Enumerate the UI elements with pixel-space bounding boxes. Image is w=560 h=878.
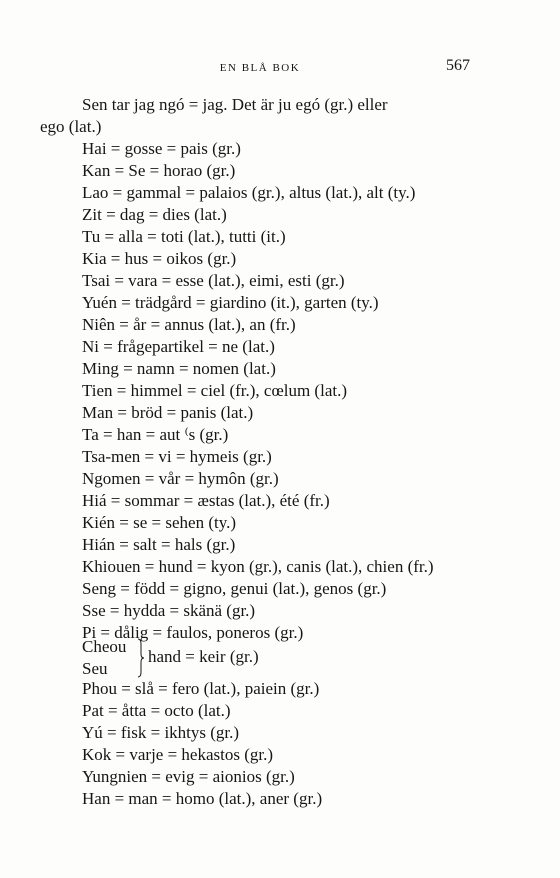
vocab-entry: Kién = se = sehen (ty.): [82, 513, 237, 532]
vocab-entry: Sse = hydda = skänä (gr.): [82, 601, 256, 620]
vocab-entry: Khiouen = hund = kyon (gr.), canis (lat.), chien (fr.): [82, 557, 434, 576]
vocab-entry: Hián = salt = hals (gr.): [82, 535, 236, 554]
vocab-entry: Pat = åtta = octo (lat.): [82, 701, 231, 720]
vocab-entry: Kok = varje = hekastos (gr.): [82, 745, 274, 764]
vocab-entry: Phou = slå = fero (lat.), paiein (gr.): [82, 679, 320, 698]
vocab-entry: Zit = dag = dies (lat.): [82, 205, 227, 224]
vocab-entry: Pi = dålig = faulos, poneros (gr.): [82, 623, 304, 642]
vocab-entry: Tien = himmel = ciel (fr.), cœlum (lat.): [82, 381, 347, 400]
vocab-entry: Yuén = trädgård = giardino (it.), garten (ty.): [82, 293, 379, 312]
vocab-entry: Ngomen = vår = hymôn (gr.): [82, 469, 279, 488]
vocab-entry: Kan = Se = horao (gr.): [82, 161, 236, 180]
brace-name: Seu: [82, 659, 108, 678]
vocab-entry: Yú = fisk = ikhtys (gr.): [82, 723, 240, 742]
brace-entry: [82, 636, 382, 680]
vocab-entry: Kia = hus = oikos (gr.): [82, 249, 237, 268]
vocab-entry: Yungnien = evig = aionios (gr.): [82, 767, 295, 786]
vocab-entry: Niên = år = annus (lat.), an (fr.): [82, 315, 296, 334]
intro-line-2: ego (lat.): [40, 117, 102, 136]
vocab-entry: Tu = alla = toti (lat.), tutti (it.): [82, 227, 286, 246]
page-number: 567: [446, 57, 470, 74]
vocab-entry: Tsai = vara = esse (lat.), eimi, esti (gr.): [82, 271, 345, 290]
vocab-entry: Lao = gammal = palaios (gr.), altus (lat.), alt (ty.): [82, 183, 416, 202]
vocab-entry: Seng = född = gigno, genui (lat.), genos (gr.): [82, 579, 387, 598]
vocab-entry: Tsa-men = vi = hymeis (gr.): [82, 447, 272, 466]
intro-line-1: Sen tar jag ngó = jag. Det är ju egó (gr.) eller: [82, 95, 388, 114]
brace-names: [82, 636, 126, 680]
vocab-entry: Hiá = sommar = æstas (lat.), été (fr.): [82, 491, 330, 510]
vocab-entry: Ming = namn = nomen (lat.): [82, 359, 276, 378]
vocab-entry: Man = bröd = panis (lat.): [82, 403, 254, 422]
vocab-entry: Ta = han = aut ⁽s (gr.): [82, 425, 229, 444]
vocab-entry: Hai = gosse = pais (gr.): [82, 139, 241, 158]
vocab-entry: Han = man = homo (lat.), aner (gr.): [82, 789, 323, 808]
vocab-entry: Ni = frågepartikel = ne (lat.): [82, 337, 275, 356]
brace-definition: hand = keir (gr.): [148, 647, 259, 666]
curly-brace-icon: [137, 638, 145, 678]
running-head: EN BLÅ BOK: [219, 62, 301, 74]
brace-name: Cheou: [82, 637, 127, 656]
